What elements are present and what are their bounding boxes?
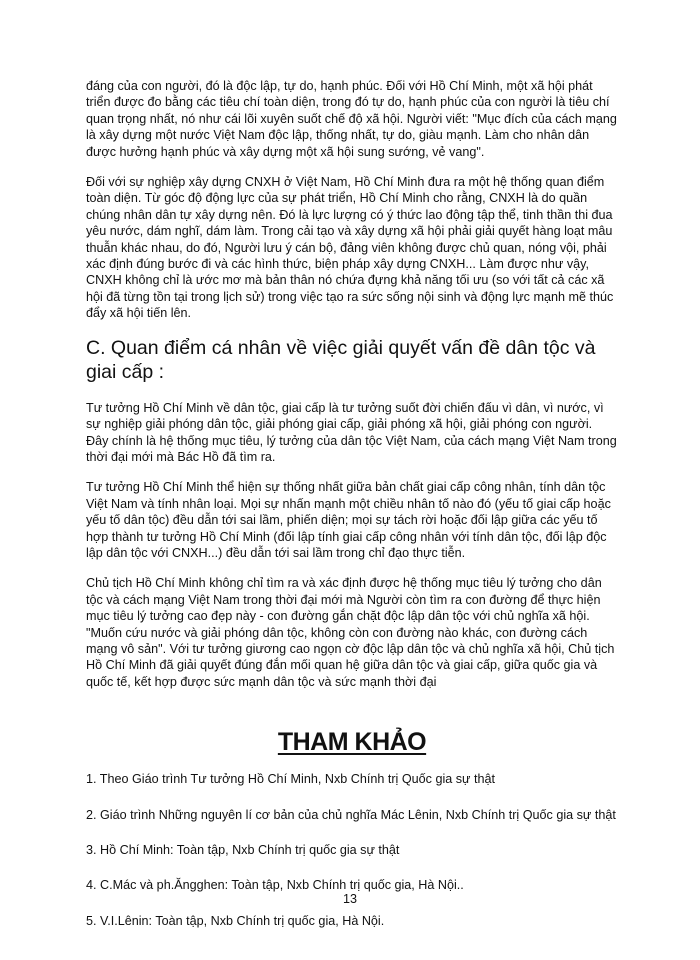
body-paragraph: Tư tưởng Hồ Chí Minh về dân tộc, giai cấp là tư tưởng suốt đời chiến đấu vì dân, vì nước, vì sự nghiệp giải phóng dân tộc, giải phóng giai cấp, giải phóng xã hội, giải phóng con người. Đây chính là hệ thống mục tiêu, lý tưởng của dân tộc Việt Nam, của cách mạng Việt Nam trong thời đại mới mà Bác Hồ đã tìm ra.: [86, 400, 617, 464]
reference-item: 4. C.Mác và ph.Ăngghen: Toàn tập, Nxb Chính trị quốc gia, Hà Nội..: [86, 878, 464, 893]
reference-item: 3. Hồ Chí Minh: Toàn tập, Nxb Chính trị quốc gia sự thật: [86, 843, 400, 857]
body-paragraph: Tư tưởng Hồ Chí Minh thể hiện sự thống nhất giữa bản chất giai cấp công nhân, tính dân tộc Việt Nam và tính nhân loại. Mọi sự nhấn mạnh một chiều nhân tố nào đó (yếu tố giai cấp hoặc yếu tố dân tộc) đều dẫn tới sai lầm, phiến diện; mọi sự tách rời hoặc đối lập giữa các yếu tố hợp thành tư tưởng Hồ Chí Minh (đối lập tính giai cấp công nhân với tính dân tộc, đối lập độc lập dân tộc với CNXH...) đều dẫn tới sai lầm trong chỉ đạo thực tiễn.: [86, 480, 611, 560]
page-number: 13: [342, 892, 357, 906]
section-heading: C. Quan điểm cá nhân về việc giải quyết vấn đề dân tộc và giai cấp :: [86, 336, 596, 383]
document-page: [86, 78, 618, 948]
reference-item: 1. Theo Giáo trình Tư tưởng Hồ Chí Minh, Nxb Chính trị Quốc gia sự thật: [86, 772, 495, 787]
references-header: [86, 728, 618, 757]
reference-item: 5. V.I.Lênin: Toàn tập, Nxb Chính trị quốc gia, Hà Nội.: [86, 913, 385, 928]
body-paragraph: Đối với sự nghiệp xây dựng CNXH ở Việt Nam, Hồ Chí Minh đưa ra một hệ thống quan điểm toàn diện. Từ góc độ động lực của sự phát triển, Hồ Chí Minh cho rằng, CNXH là do quần chúng nhân dân tự xây dựng nên. Đó là lực lượng có ý thức lao động tập thể, tinh thần thi đua yêu nước, dám nghĩ, dám làm. Trong cải tạo và xây dựng xã hội phải giải quyết hàng loạt mâu thuẫn khác nhau, do đó, Người lưu ý cán bộ, đảng viên không được chủ quan, nóng vội, phải xác định đúng bước đi và các hình thức, biện pháp xây dựng CNXH... Làm được như vậy, CNXH không chỉ là ước mơ mà bản thân nó chứa đựng khả năng tối ưu (so với tất cả các xã hội đã từng tồn tại trong lịch sử) trong việc tạo ra sức sống nội sinh và động lực mạnh mẽ thúc đẩy xã hội tiến lên.: [86, 175, 614, 321]
reference-item: 2. Giáo trình Những nguyên lí cơ bản của chủ nghĩa Mác Lênin, Nxb Chính trị Quốc gia sự thật: [86, 807, 616, 822]
body-paragraph: đáng của con người, đó là độc lập, tự do, hạnh phúc. Đối với Hồ Chí Minh, một xã hội phát triển được đo bằng các tiêu chí toàn diện, trong đó tự do, hạnh phúc của con người là tiêu chí quan trọng nhất, nó như cái lõi xuyên suốt chế độ xã hội. Người viết: "Mục đích của cách mạng là xây dựng một nước Việt Nam độc lập, thống nhất, tự do, giàu mạnh. Làm cho nhân dân được hưởng hạnh phúc và xây dựng một xã hội sung sướng, vẻ vang".: [86, 79, 617, 159]
body-paragraph: Chủ tịch Hồ Chí Minh không chỉ tìm ra và xác định được hệ thống mục tiêu lý tưởng cho dân tộc và cách mạng Việt Nam trong thời đại mới mà Người còn tìm ra con đường để thực hiện mục tiêu lý tưởng cao đẹp này - con đường gắn chặt độc lập dân tộc với chủ nghĩa xã hội. "Muốn cứu nước và giải phóng dân tộc, không còn con đường nào khác, con đường cách mạng vô sản". Với tư tưởng giương cao ngọn cờ độc lập dân tộc và chủ nghĩa xã hội, Chủ tịch Hồ Chí Minh đã giải quyết đúng đắn mối quan hệ giữa dân tộc và giai cấp, giữa quốc gia và quốc tế, kết hợp được sức mạnh dân tộc và sức mạnh thời đại: [86, 576, 615, 689]
references-title: THAM KHẢO: [277, 728, 427, 757]
